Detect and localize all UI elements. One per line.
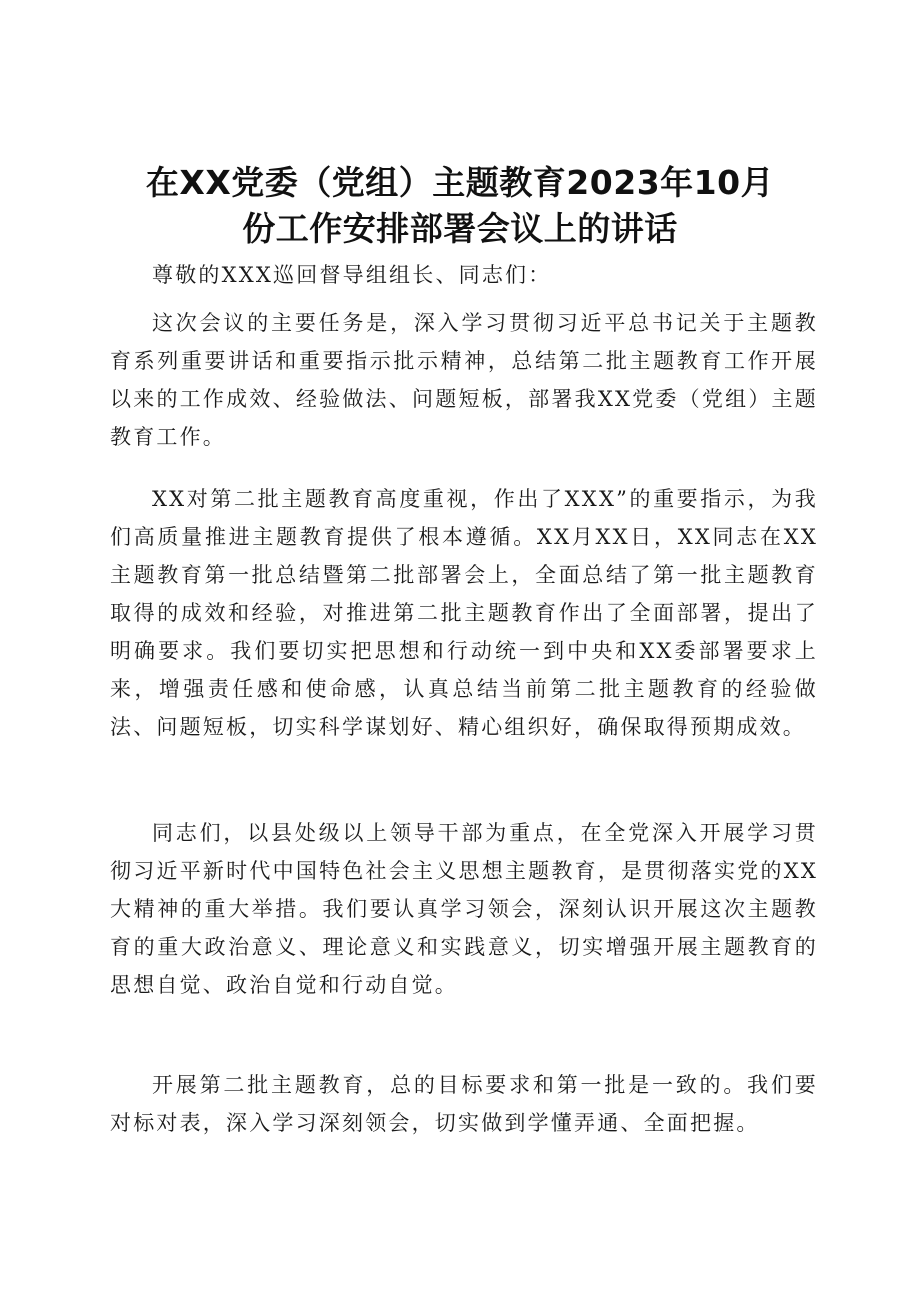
paragraph-3: 同志们，以县处级以上领导干部为重点，在全党深入开展学习贯彻习近平新时代中国特色社会主义思想主题教育，是贯彻落实党的XX大精神的重大举措。我们要认真学习领会，深刻认识开展这次主题教育的重大政治意义、理论意义和实践意义，切实增强开展主题教育的思想自觉、政治自觉和行动自觉。 <box>110 821 818 997</box>
paragraph-2: XX对第二批主题教育高度重视，作出了XXX”的重要指示，为我们高质量推进主题教育提供了根本遵循。XX月XX日，XX同志在XX主题教育第一批总结暨第二批部署会上，全面总结了第一批主题教育取得的成效和经验，对推进第二批主题教育作出了全面部署，提出了明确要求。我们要切实把思想和行动统一到中央和XX委部署要求上来，增强责任感和使命感，认真总结当前第二批主题教育的经验做法、问题短板，切实科学谋划好、精心组织好，确保取得预期成效。 <box>110 487 818 739</box>
document-title-line-1: 在XX党委（党组）主题教育2023年10月 <box>145 163 775 202</box>
paragraph-4: 开展第二批主题教育，总的目标要求和第一批是一致的。我们要对标对表，深入学习深刻领会，切实做到学懂弄通、全面把握。 <box>110 1073 818 1135</box>
paragraph-1: 这次会议的主要任务是，深入学习贯彻习近平总书记关于主题教育系列重要讲话和重要指示批示精神，总结第二批主题教育工作开展以来的工作成效、经验做法、问题短板，部署我XX党委（党组）主题教育工作。 <box>110 311 818 449</box>
document-title-line-2: 份工作安排部署会议上的讲话 <box>242 209 678 248</box>
salutation: 尊敬的XXX巡回督导组组长、同志们： <box>152 263 552 287</box>
